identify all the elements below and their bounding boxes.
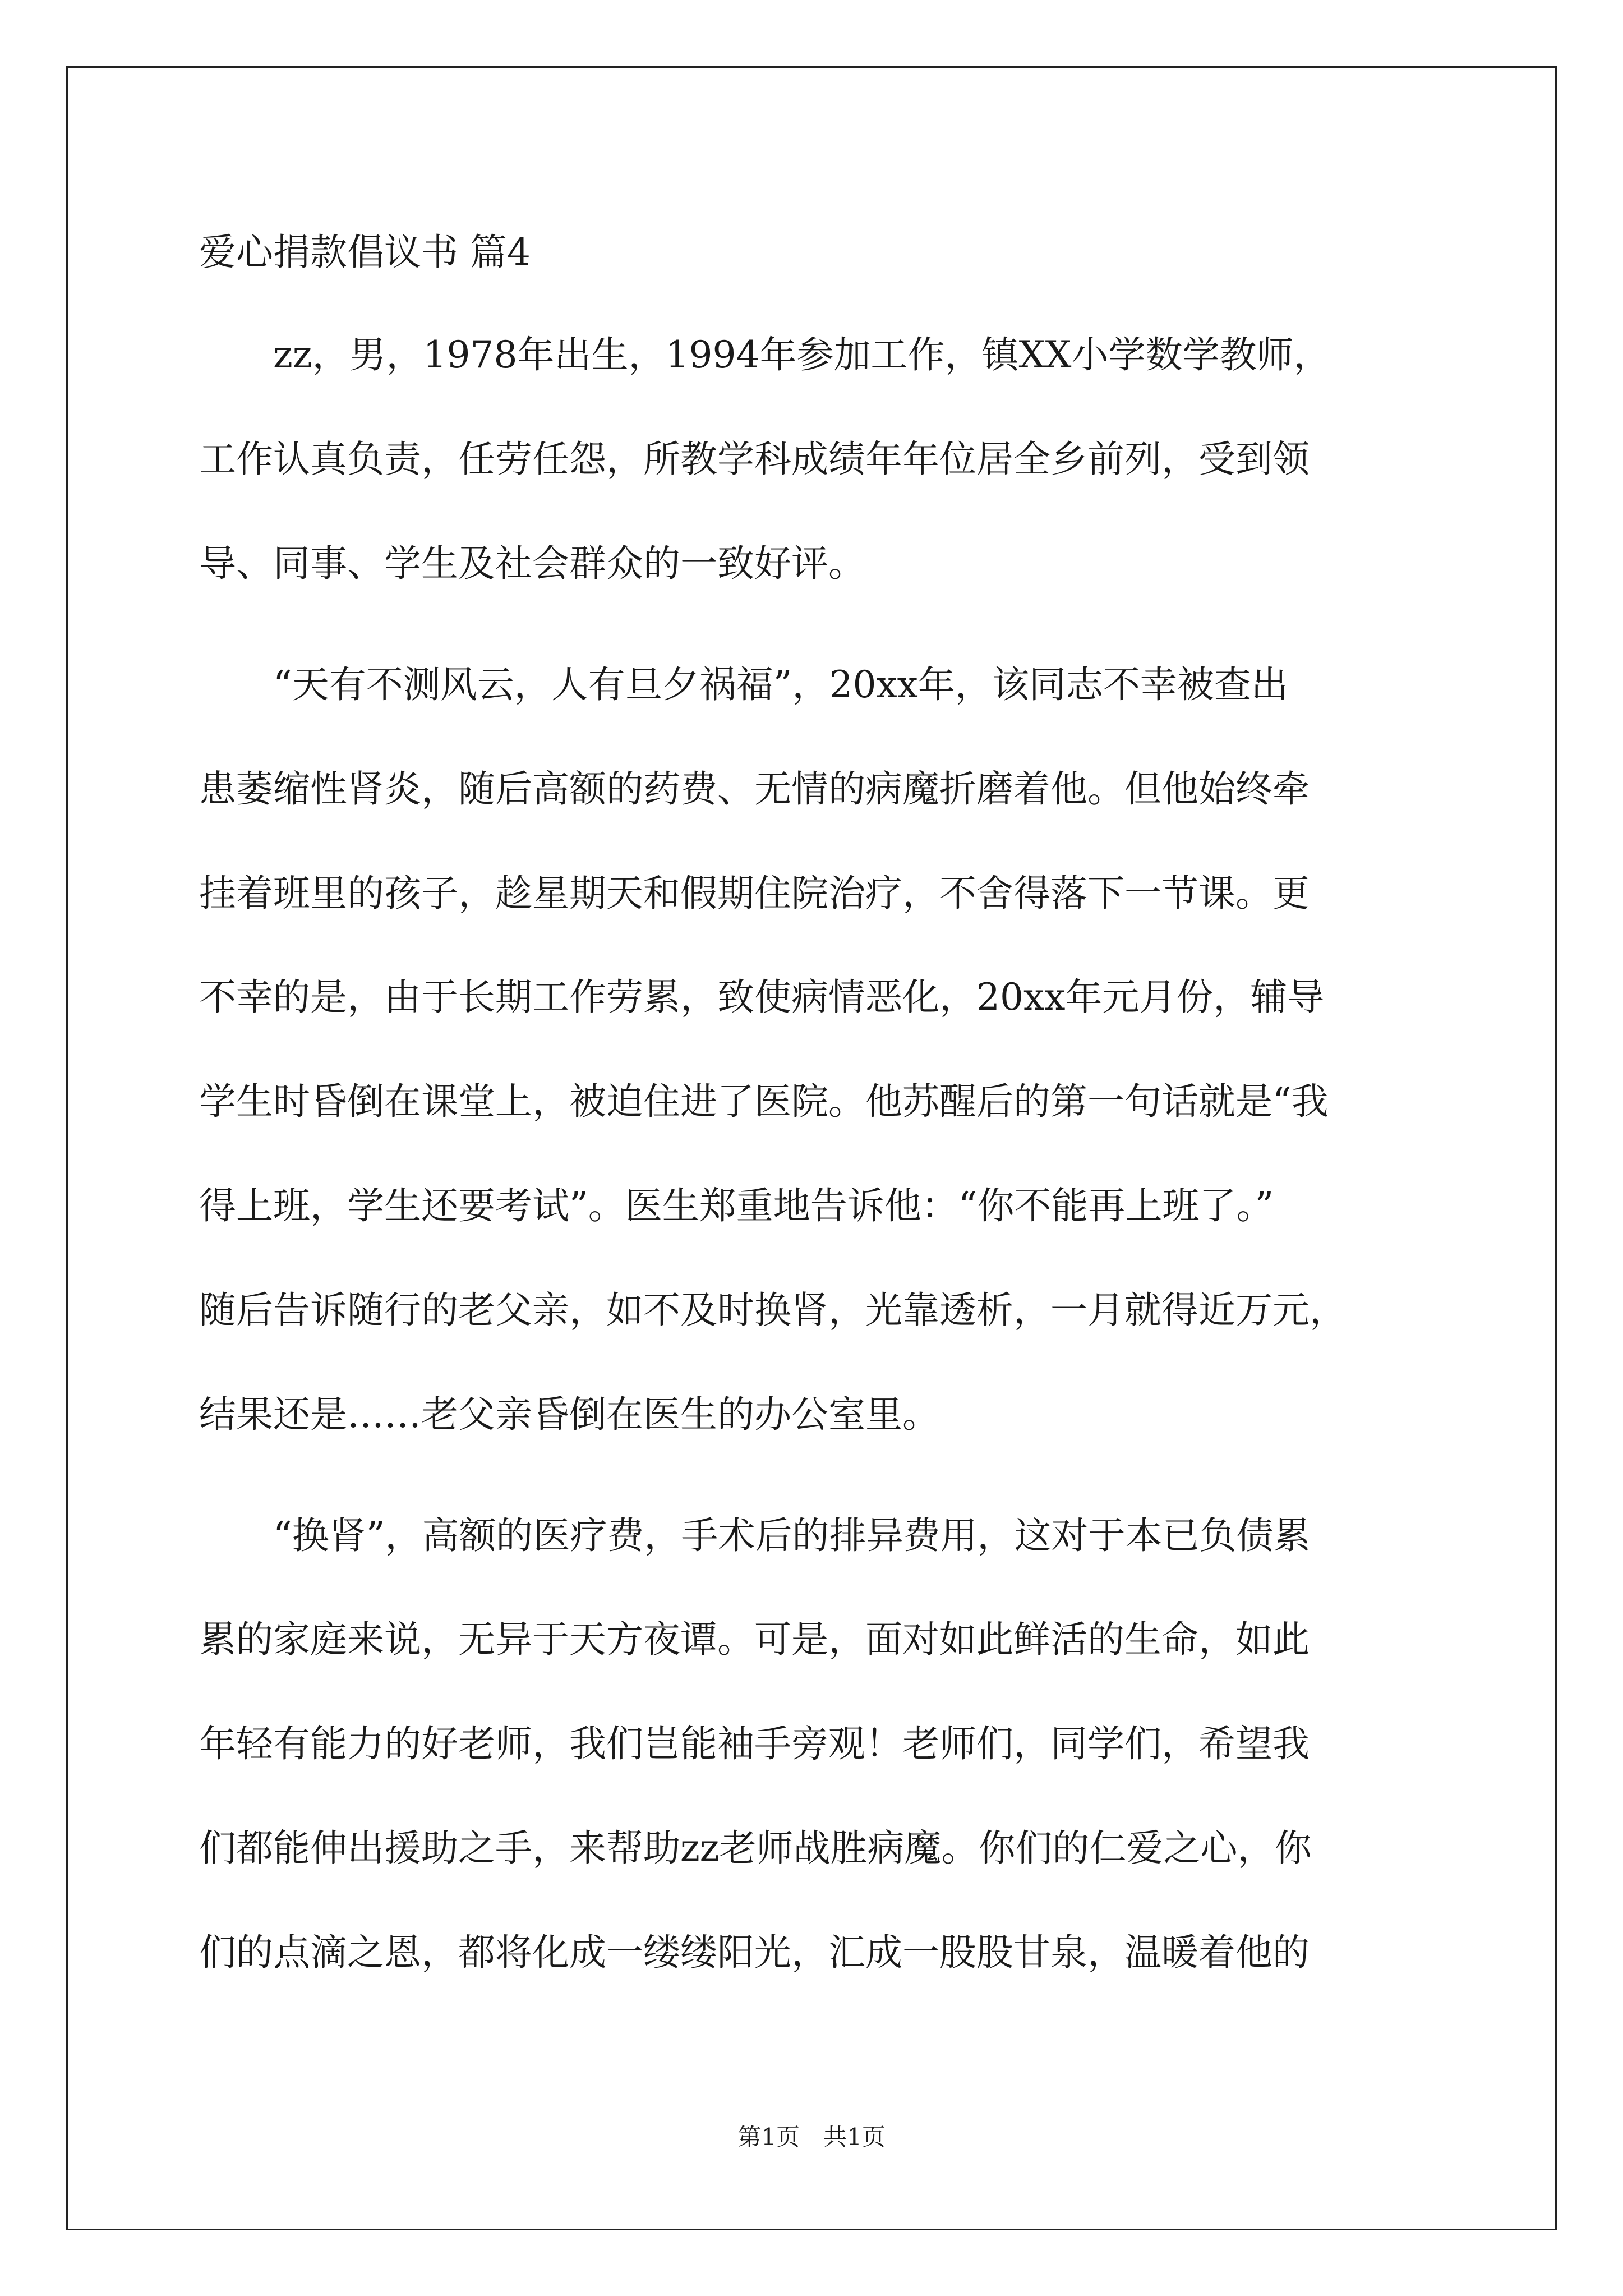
document-title: 爱心捐款倡议书 篇4 <box>199 231 531 274</box>
page-number-footer: 第1页 共1页 <box>737 2123 886 2151</box>
page-frame <box>66 66 1557 2230</box>
body-line-7: 不幸的是，由于长期工作劳累，致使病情恶化，20xx年元月份，辅导 <box>199 976 1325 1019</box>
body-line-11: 结果还是……老父亲昏倒在医生的办公室里。 <box>199 1393 939 1436</box>
body-line-15: 们都能伸出援助之手，来帮助zz老师战胜病魔。你们的仁爱之心，你 <box>199 1826 1312 1870</box>
body-line-13: 累的家庭来说，无异于天方夜谭。可是，面对如此鲜活的生命，如此 <box>199 1618 1310 1661</box>
body-line-3: 导、同事、学生及社会群众的一致好评。 <box>199 542 865 585</box>
body-line-9: 得上班，学生还要考试”。医生郑重地告诉他：“你不能再上班了。” <box>199 1184 1274 1227</box>
body-line-10: 随后告诉随行的老父亲，如不及时换肾，光靠透析，一月就得近万元， <box>199 1289 1347 1332</box>
body-line-5: 患萎缩性肾炎，随后高额的药费、无情的病魔折磨着他。但他始终牵 <box>199 767 1310 811</box>
body-line-8: 学生时昏倒在课堂上，被迫住进了医院。他苏醒后的第一句话就是“我 <box>199 1080 1329 1123</box>
body-line-1: zz，男，1978年出生，1994年参加工作，镇XX小学数学教师， <box>199 333 1331 376</box>
body-line-4: “天有不测风云，人有旦夕祸福”，20xx年，该同志不幸被查出 <box>199 663 1288 706</box>
body-line-16: 们的点滴之恩，都将化成一缕缕阳光，汇成一股股甘泉，温暖着他的 <box>199 1931 1310 1974</box>
body-line-6: 挂着班里的孩子，趁星期天和假期住院治疗，不舍得落下一节课。更 <box>199 872 1310 915</box>
body-line-2: 工作认真负责，任劳任怨，所教学科成绩年年位居全乡前列，受到领 <box>199 438 1310 481</box>
body-line-12: “换肾”，高额的医疗费，手术后的排异费用，这对于本已负债累 <box>199 1514 1311 1557</box>
body-line-14: 年轻有能力的好老师，我们岂能袖手旁观！老师们，同学们，希望我 <box>199 1722 1310 1765</box>
